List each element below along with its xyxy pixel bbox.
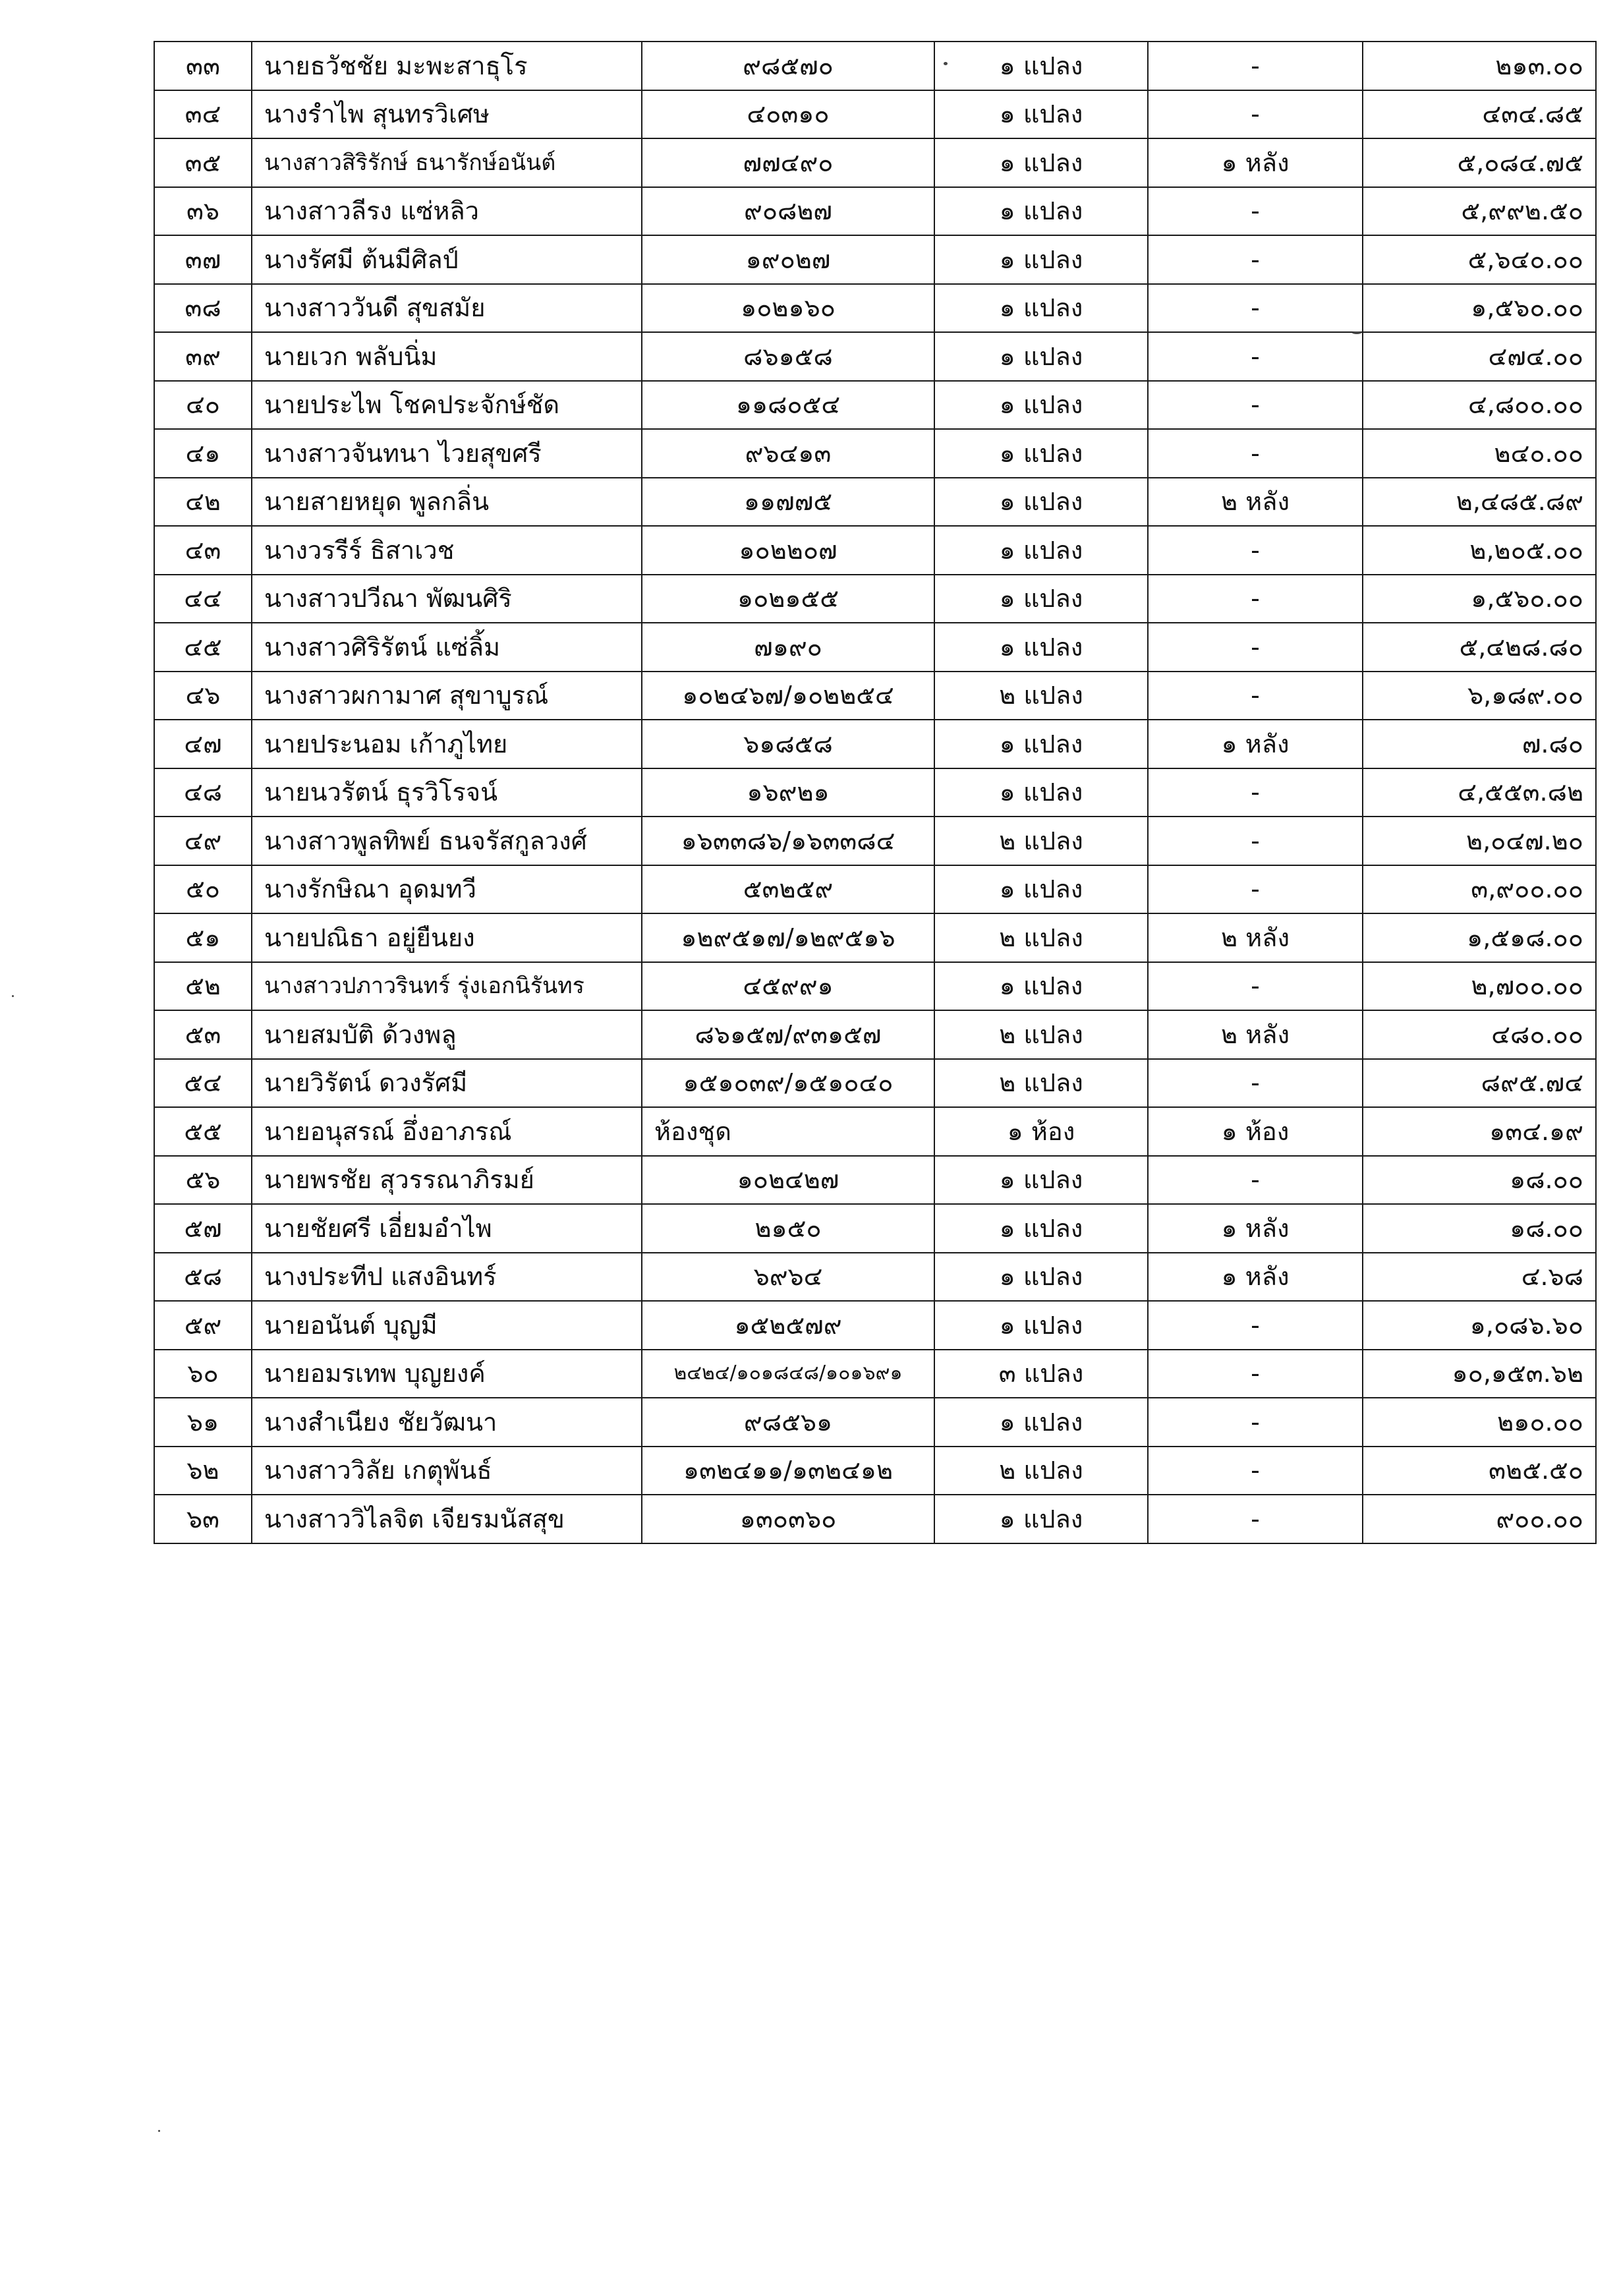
deed-number: ๕๓๒๕๙ [642, 865, 934, 914]
tax-amount: ๕,๔๒๘.๘๐ [1363, 623, 1596, 672]
row-number: ๔๗ [154, 720, 252, 768]
building-count: - [1148, 1495, 1363, 1543]
deed-number: ๙๘๕๗๐ [642, 42, 934, 90]
table-row [154, 913, 1596, 962]
building-count: - [1148, 768, 1363, 817]
row-number: ๕๘ [154, 1253, 252, 1302]
building-count: - [1148, 1059, 1363, 1108]
building-count: ๑ หลัง [1148, 720, 1363, 768]
table-row [154, 1447, 1596, 1495]
owner-name: นายประไพ โชคประจักษ์ชัด [252, 381, 642, 430]
owner-name: นางสาวปวีณา พัฒนศิริ [252, 575, 642, 623]
row-number: ๔๐ [154, 381, 252, 430]
table-body [154, 42, 1596, 1543]
plot-count: ๑ แปลง [934, 720, 1148, 768]
row-number: ๖๒ [154, 1447, 252, 1495]
table-row [154, 1253, 1596, 1302]
building-count: ๒ หลัง [1148, 913, 1363, 962]
row-number: ๓๓ [154, 42, 252, 90]
plot-count: ๑ แปลง [934, 1204, 1148, 1253]
deed-number: ๙๘๕๖๑ [642, 1398, 934, 1447]
owner-name: นายสมบัติ ด้วงพลู [252, 1010, 642, 1059]
row-number: ๕๙ [154, 1301, 252, 1350]
building-count: - [1148, 1398, 1363, 1447]
deed-number: ๑๖๙๒๑ [642, 768, 934, 817]
table-row [154, 138, 1596, 187]
tax-amount: ๕,๐๘๔.๗๕ [1363, 138, 1596, 187]
row-number: ๕๐ [154, 865, 252, 914]
building-count: ๒ หลัง [1148, 1010, 1363, 1059]
owner-name: นายอมรเทพ บุญยงค์ [252, 1350, 642, 1398]
building-count: - [1148, 575, 1363, 623]
deed-number: ๗๗๔๙๐ [642, 138, 934, 187]
plot-count: ๒ แปลง [934, 913, 1148, 962]
table-row [154, 284, 1596, 333]
deed-number: ๒๑๕๐ [642, 1204, 934, 1253]
plot-count: ๒ แปลง [934, 1447, 1148, 1495]
deed-number: ๑๓๐๓๖๐ [642, 1495, 934, 1543]
owner-name: นายพรชัย สุวรรณาภิรมย์ [252, 1156, 642, 1205]
plot-count: ๑ ห้อง [934, 1107, 1148, 1156]
plot-count: ๒ แปลง [934, 672, 1148, 720]
plot-count: ๑ แปลง [934, 1398, 1148, 1447]
row-number: ๓๖ [154, 187, 252, 236]
tax-amount: ๔๓๔.๘๕ [1363, 90, 1596, 139]
owner-name: นายวิรัตน์ ดวงรัศมี [252, 1059, 642, 1108]
owner-name: นางสาวศิริรัตน์ แซ่ลิ้ม [252, 623, 642, 672]
table-row [154, 720, 1596, 768]
deed-number: ๑๐๒๔๖๗/๑๐๒๒๕๔ [642, 672, 934, 720]
tax-amount: ๔๘๐.๐๐ [1363, 1010, 1596, 1059]
building-count: - [1148, 817, 1363, 865]
table-row [154, 1350, 1596, 1398]
tax-amount: ๕,๙๙๒.๕๐ [1363, 187, 1596, 236]
tax-amount: ๒๑๐.๐๐ [1363, 1398, 1596, 1447]
building-count: - [1148, 1350, 1363, 1398]
deed-number: ๘๖๑๕๗/๙๓๑๕๗ [642, 1010, 934, 1059]
building-count: ๑ หลัง [1148, 1204, 1363, 1253]
plot-count: ๑ แปลง [934, 42, 1148, 90]
plot-count: ๑ แปลง [934, 768, 1148, 817]
row-number: ๔๒ [154, 478, 252, 527]
row-number: ๓๙ [154, 332, 252, 381]
plot-count: ๑ แปลง [934, 332, 1148, 381]
row-number: ๓๔ [154, 90, 252, 139]
tax-amount: ๒,๗๐๐.๐๐ [1363, 962, 1596, 1011]
row-number: ๔๑ [154, 429, 252, 478]
building-count: - [1148, 1301, 1363, 1350]
building-count: - [1148, 429, 1363, 478]
table-row [154, 1204, 1596, 1253]
owner-name: นายนวรัตน์ ธุรวิโรจน์ [252, 768, 642, 817]
table-row [154, 1398, 1596, 1447]
table-row [154, 187, 1596, 236]
table-row [154, 478, 1596, 527]
building-count: - [1148, 623, 1363, 672]
building-count: - [1148, 526, 1363, 575]
tax-amount: ๙๐๐.๐๐ [1363, 1495, 1596, 1543]
tax-amount: ๓๒๕.๕๐ [1363, 1447, 1596, 1495]
row-number: ๖๐ [154, 1350, 252, 1398]
row-number: ๔๔ [154, 575, 252, 623]
owner-name: นางสาววันดี สุขสมัย [252, 284, 642, 333]
owner-name: นางสาววิไลจิต เจียรมนัสสุข [252, 1495, 642, 1543]
owner-name: นางสาวพูลทิพย์ ธนจรัสกูลวงศ์ [252, 817, 642, 865]
owner-name: นางวรรีร์ ธิสาเวช [252, 526, 642, 575]
table-row [154, 1059, 1596, 1108]
table-row [154, 381, 1596, 430]
row-number: ๕๗ [154, 1204, 252, 1253]
table-row [154, 332, 1596, 381]
owner-name: นายประนอม เก้าภูไทย [252, 720, 642, 768]
table-row [154, 429, 1596, 478]
plot-count: ๓ แปลง [934, 1350, 1148, 1398]
tax-amount: ๒,๒๐๕.๐๐ [1363, 526, 1596, 575]
owner-name: นางสาวปภาวรินทร์ รุ่งเอกนิรันทร [252, 962, 642, 1011]
deed-number: ๙๖๔๑๓ [642, 429, 934, 478]
deed-number: ๑๐๒๔๒๗ [642, 1156, 934, 1205]
owner-name: นางรัศมี ต้นมีศิลป์ [252, 235, 642, 284]
tax-amount: ๘๙๕.๗๔ [1363, 1059, 1596, 1108]
deed-number: ๒๔๒๔/๑๐๑๘๔๘/๑๐๑๖๙๑ [642, 1350, 934, 1398]
tax-amount: ๒,๔๘๕.๘๙ [1363, 478, 1596, 527]
building-count: - [1148, 42, 1363, 90]
owner-name: นางสาววิลัย เกตุพันธ์ [252, 1447, 642, 1495]
building-count: ๒ หลัง [1148, 478, 1363, 527]
tax-amount: ๑,๐๘๖.๖๐ [1363, 1301, 1596, 1350]
deed-number: ๔๐๓๑๐ [642, 90, 934, 139]
plot-count: ๑ แปลง [934, 138, 1148, 187]
owner-name: นางรำไพ สุนทรวิเศษ [252, 90, 642, 139]
tax-amount: ๗.๘๐ [1363, 720, 1596, 768]
plot-count: ๑ แปลง [934, 962, 1148, 1011]
row-number: ๕๑ [154, 913, 252, 962]
building-count: - [1148, 962, 1363, 1011]
tax-amount: ๖,๑๘๙.๐๐ [1363, 672, 1596, 720]
tax-amount: ๔.๖๘ [1363, 1253, 1596, 1302]
owner-name: นายสายหยุด พูลกลิ่น [252, 478, 642, 527]
building-count: - [1148, 90, 1363, 139]
building-count: - [1148, 1156, 1363, 1205]
row-number: ๖๓ [154, 1495, 252, 1543]
row-number: ๓๕ [154, 138, 252, 187]
deed-number: ๖๑๘๕๘ [642, 720, 934, 768]
row-number: ๔๘ [154, 768, 252, 817]
row-number: ๕๓ [154, 1010, 252, 1059]
table-row [154, 1010, 1596, 1059]
tax-amount: ๒๑๓.๐๐ [1363, 42, 1596, 90]
deed-number: ๑๒๙๕๑๗/๑๒๙๕๑๖ [642, 913, 934, 962]
tax-amount: ๔,๕๕๓.๘๒ [1363, 768, 1596, 817]
plot-count: ๒ แปลง [934, 1010, 1148, 1059]
building-count: - [1148, 187, 1363, 236]
tax-amount: ๑,๕๑๘.๐๐ [1363, 913, 1596, 962]
deed-number: ๑๓๒๔๑๑/๑๓๒๔๑๒ [642, 1447, 934, 1495]
scan-speck [12, 995, 14, 997]
table-row [154, 1156, 1596, 1205]
owner-name: นายเวก พลับนิ่ม [252, 332, 642, 381]
table-row [154, 90, 1596, 139]
table-row [154, 623, 1596, 672]
row-number: ๔๖ [154, 672, 252, 720]
table-row [154, 768, 1596, 817]
scan-speck [1352, 331, 1361, 334]
owner-name: นางสำเนียง ชัยวัฒนา [252, 1398, 642, 1447]
scan-speck [944, 62, 948, 65]
deed-number: ๔๕๙๙๑ [642, 962, 934, 1011]
building-count: - [1148, 672, 1363, 720]
table-row [154, 1495, 1596, 1543]
plot-count: ๑ แปลง [934, 187, 1148, 236]
tax-amount: ๑๐,๑๕๓.๖๒ [1363, 1350, 1596, 1398]
table-row [154, 962, 1596, 1011]
deed-number: ๖๙๖๔ [642, 1253, 934, 1302]
plot-count: ๑ แปลง [934, 1301, 1148, 1350]
row-number: ๖๑ [154, 1398, 252, 1447]
table-row [154, 575, 1596, 623]
row-number: ๕๕ [154, 1107, 252, 1156]
row-number: ๕๒ [154, 962, 252, 1011]
tax-amount: ๑,๕๖๐.๐๐ [1363, 575, 1596, 623]
owner-name: นางสาวลีรง แซ่หลิว [252, 187, 642, 236]
plot-count: ๒ แปลง [934, 1059, 1148, 1108]
deed-number: ๑๑๘๐๕๔ [642, 381, 934, 430]
plot-count: ๑ แปลง [934, 575, 1148, 623]
building-count: - [1148, 381, 1363, 430]
owner-name: นางสาวผกามาศ สุขาบูรณ์ [252, 672, 642, 720]
tax-amount: ๑๘.๐๐ [1363, 1204, 1596, 1253]
deed-number: ๑๑๗๗๕ [642, 478, 934, 527]
deed-number: ๑๐๒๑๖๐ [642, 284, 934, 333]
table-row [154, 526, 1596, 575]
building-count: ๑ หลัง [1148, 138, 1363, 187]
building-count: - [1148, 1447, 1363, 1495]
plot-count: ๑ แปลง [934, 1253, 1148, 1302]
table-row [154, 1301, 1596, 1350]
deed-number: ๑๙๐๒๗ [642, 235, 934, 284]
owner-name: นายปณิธา อยู่ยืนยง [252, 913, 642, 962]
tax-amount: ๒๔๐.๐๐ [1363, 429, 1596, 478]
building-count: - [1148, 284, 1363, 333]
plot-count: ๑ แปลง [934, 429, 1148, 478]
tax-amount: ๔๗๔.๐๐ [1363, 332, 1596, 381]
tax-amount: ๓,๙๐๐.๐๐ [1363, 865, 1596, 914]
owner-name: นางสาวจันทนา ไวยสุขศรี [252, 429, 642, 478]
plot-count: ๑ แปลง [934, 623, 1148, 672]
deed-number: ๑๖๓๓๘๖/๑๖๓๓๘๔ [642, 817, 934, 865]
table-row [154, 817, 1596, 865]
owner-name: นายอนันต์ บุญมี [252, 1301, 642, 1350]
tax-amount: ๑๘.๐๐ [1363, 1156, 1596, 1205]
table-row [154, 42, 1596, 90]
plot-count: ๑ แปลง [934, 235, 1148, 284]
taxpayer-table [154, 41, 1597, 1544]
tax-amount: ๑๓๔.๑๙ [1363, 1107, 1596, 1156]
row-number: ๔๙ [154, 817, 252, 865]
deed-number: ๗๑๙๐ [642, 623, 934, 672]
owner-name: นายชัยศรี เอี่ยมอำไพ [252, 1204, 642, 1253]
table-row [154, 865, 1596, 914]
owner-name: นายอนุสรณ์ อึ่งอาภรณ์ [252, 1107, 642, 1156]
row-number: ๔๓ [154, 526, 252, 575]
tax-amount: ๒,๐๔๗.๒๐ [1363, 817, 1596, 865]
building-count: - [1148, 865, 1363, 914]
row-number: ๓๗ [154, 235, 252, 284]
plot-count: ๒ แปลง [934, 817, 1148, 865]
owner-name: นายธวัชชัย มะพะสาธุโร [252, 42, 642, 90]
row-number: ๕๖ [154, 1156, 252, 1205]
deed-number: ๑๐๒๒๐๗ [642, 526, 934, 575]
row-number: ๓๘ [154, 284, 252, 333]
table-row [154, 235, 1596, 284]
table-row [154, 672, 1596, 720]
table-row [154, 1107, 1596, 1156]
plot-count: ๑ แปลง [934, 1495, 1148, 1543]
deed-number: ๑๕๒๕๗๙ [642, 1301, 934, 1350]
row-number: ๔๕ [154, 623, 252, 672]
deed-number: ๑๕๑๐๓๙/๑๕๑๐๔๐ [642, 1059, 934, 1108]
building-count: ๑ หลัง [1148, 1253, 1363, 1302]
plot-count: ๑ แปลง [934, 865, 1148, 914]
scan-speck [158, 2130, 160, 2132]
owner-name: นางสาวสิริรักษ์ ธนารักษ์อนันต์ [252, 138, 642, 187]
owner-name: นางประทีป แสงอินทร์ [252, 1253, 642, 1302]
deed-number: ห้องชุด [642, 1107, 934, 1156]
plot-count: ๑ แปลง [934, 526, 1148, 575]
row-number: ๕๔ [154, 1059, 252, 1108]
building-count: ๑ ห้อง [1148, 1107, 1363, 1156]
deed-number: ๙๐๘๒๗ [642, 187, 934, 236]
building-count: - [1148, 332, 1363, 381]
plot-count: ๑ แปลง [934, 381, 1148, 430]
tax-amount: ๕,๖๔๐.๐๐ [1363, 235, 1596, 284]
plot-count: ๑ แปลง [934, 284, 1148, 333]
owner-name: นางรักษิณา อุดมทวี [252, 865, 642, 914]
deed-number: ๘๖๑๕๘ [642, 332, 934, 381]
tax-amount: ๔,๘๐๐.๐๐ [1363, 381, 1596, 430]
plot-count: ๑ แปลง [934, 1156, 1148, 1205]
deed-number: ๑๐๒๑๕๕ [642, 575, 934, 623]
plot-count: ๑ แปลง [934, 478, 1148, 527]
plot-count: ๑ แปลง [934, 90, 1148, 139]
tax-amount: ๑,๕๖๐.๐๐ [1363, 284, 1596, 333]
building-count: - [1148, 235, 1363, 284]
